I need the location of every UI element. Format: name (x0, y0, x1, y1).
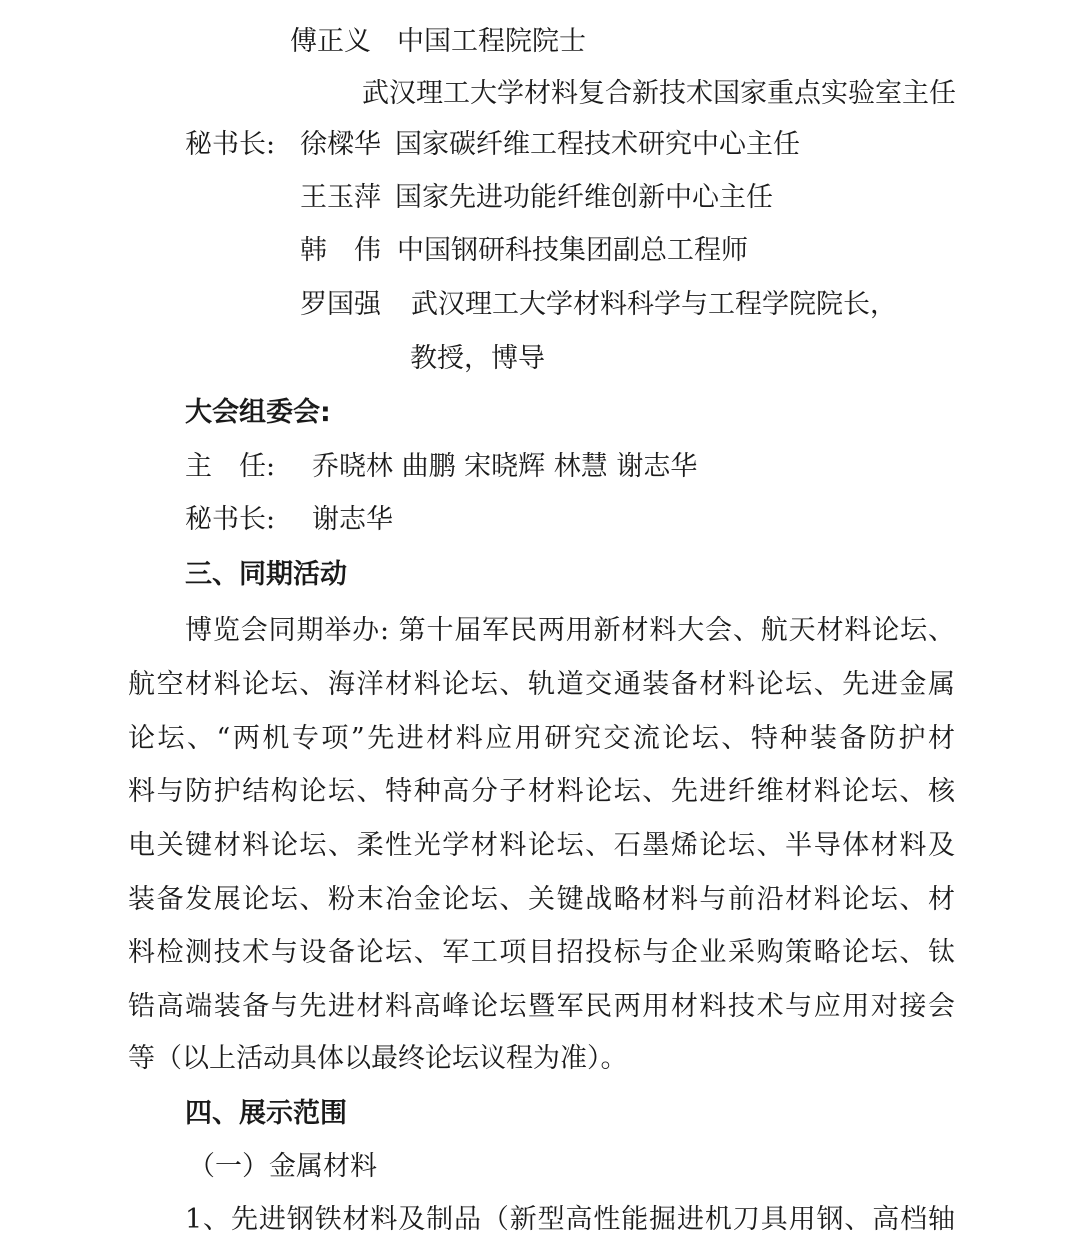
secretary-label: 秘书长: (185, 129, 276, 160)
paragraph-line: 电关键材料论坛、柔性光学材料论坛、石墨烯论坛、半导体材料及 (128, 830, 955, 861)
org-secretary-label: 秘书长: (185, 504, 276, 535)
secretary-name: 韩 伟 (300, 235, 381, 266)
section3-heading: 三、同期活动 (185, 559, 347, 590)
secretary-name: 徐樑华 (300, 129, 381, 160)
secretary-2 (300, 181, 773, 215)
member-fu-name: 傅正义 (290, 26, 371, 57)
member-fu-title: 中国工程院院士 (397, 26, 586, 57)
paragraph-line: 料与防护结构论坛、特种高分子材料论坛、先进纤维材料论坛、核 (128, 776, 955, 807)
secretary-title: 中国钢研科技集团副总工程师 (397, 235, 748, 266)
secretary-name: 王玉萍 (300, 182, 381, 213)
subsection-metal: （一）金属材料 (188, 1151, 377, 1182)
secretary-title: 武汉理工大学材料科学与工程学院院长， (411, 289, 897, 320)
paragraph-line: 等（以上活动具体以最终论坛议程为准）。 (128, 1043, 628, 1074)
secretary-title: 国家碳纤维工程技术研究中心主任 (395, 129, 800, 160)
list-item: 1、先进钢铁材料及制品（新型高性能掘进机刀具用钢、高档轴 (185, 1204, 955, 1235)
paragraph-line: 料检测技术与设备论坛、军工项目招投标与企业采购策略论坛、钛 (128, 937, 955, 968)
member-fu (290, 25, 586, 59)
secretary-title: 国家先进功能纤维创新中心主任 (395, 182, 773, 213)
section4-heading: 四、展示范围 (185, 1098, 347, 1129)
secretary-name: 罗国强 (300, 289, 381, 320)
paragraph-line: 装备发展论坛、粉末冶金论坛、关键战略材料与前沿材料论坛、材 (128, 884, 955, 915)
paragraph-line: 航空材料论坛、海洋材料论坛、轨道交通装备材料论坛、先进金属 (128, 669, 955, 700)
paragraph-line: 锆高端装备与先进材料高峰论坛暨军民两用材料技术与应用对接会 (128, 991, 955, 1022)
organizing-heading: 大会组委会: (185, 397, 331, 428)
secretary-4 (300, 288, 897, 322)
member-fu-title2: 武汉理工大学材料复合新技术国家重点实验室主任 (362, 78, 956, 109)
paragraph-line: 博览会同期举办: 第十届军民两用新材料大会、航天材料论坛、 (185, 615, 955, 646)
secretary-1 (300, 128, 800, 162)
directors: 乔晓林 曲鹏 宋晓辉 林慧 谢志华 (312, 451, 698, 482)
cutoff-text-fragment (228, 1248, 240, 1260)
secretary-3 (300, 234, 748, 268)
secretary-4-title-cont: 教授，博导 (410, 343, 545, 374)
director-label: 主 任: (185, 451, 276, 482)
org-secretary: 谢志华 (312, 504, 393, 535)
paragraph-line: 论坛、“两机专项”先进材料应用研究交流论坛、特种装备防护材 (128, 723, 955, 754)
